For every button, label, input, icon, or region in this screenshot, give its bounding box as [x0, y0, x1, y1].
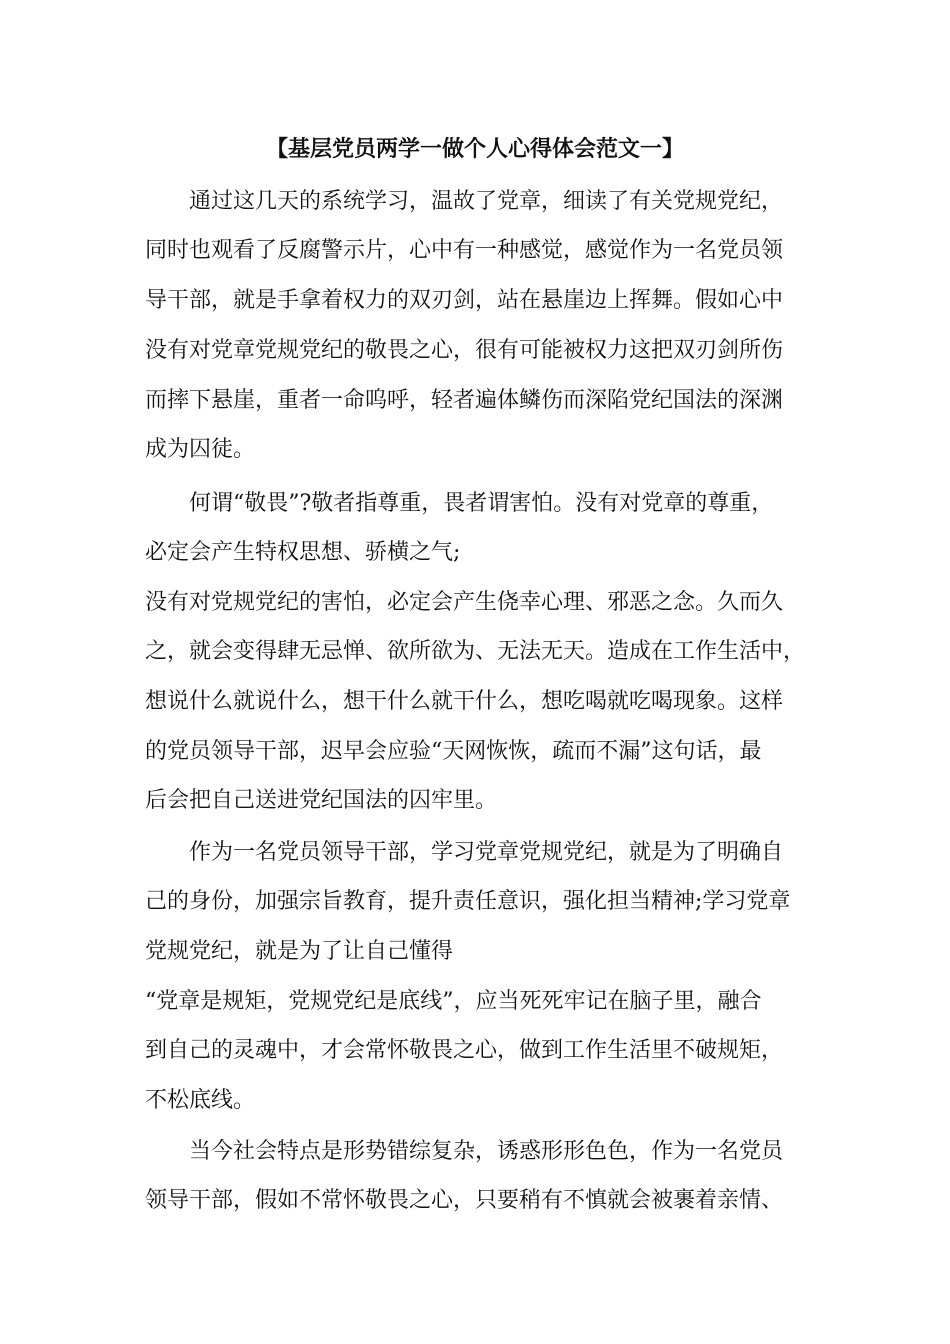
text-line-20: 当今社会特点是形势错综复杂，诱惑形形色色，作为一名党员	[189, 1139, 784, 1164]
text-line-1: 通过这几天的系统学习，温故了党章，细读了有关党规党纪，	[189, 189, 784, 214]
text-line-5: 而摔下悬崖，重者一命呜呼，轻者遍体鳞伤而深陷党纪国法的深渊	[145, 388, 784, 413]
text-line-13: 后会把自己送进党纪国法的囚牢里。	[145, 788, 498, 813]
text-line-19: 不松底线。	[145, 1088, 256, 1113]
document-title: 【基层党员两学一做个人心得体会范文一】	[265, 136, 684, 162]
text-line-12: 的党员领导干部，迟早会应验“天网恢恢，疏而不漏”这句话，最	[145, 739, 762, 764]
text-line-7: 何谓“敬畏”?敬者指尊重，畏者谓害怕。没有对党章的尊重，	[189, 491, 774, 516]
text-line-15: 己的身份，加强宗旨教育，提升责任意识，强化担当精神;学习党章	[145, 889, 791, 914]
text-line-4: 没有对党章党规党纪的敬畏之心，很有可能被权力这把双刃剑所伤	[145, 338, 784, 363]
text-line-21: 领导干部，假如不常怀敬畏之心，只要稍有不慎就会被裹着亲情、	[145, 1188, 784, 1213]
text-line-3: 导干部，就是手拿着权力的双刃剑，站在悬崖边上挥舞。假如心中	[145, 288, 784, 313]
text-line-18: 到自己的灵魂中，才会常怀敬畏之心，做到工作生活里不破规矩，	[145, 1038, 784, 1063]
text-line-8: 必定会产生特权思想、骄横之气;	[145, 540, 461, 565]
text-line-2: 同时也观看了反腐警示片，心中有一种感觉，感觉作为一名党员领	[145, 238, 784, 263]
text-line-6: 成为囚徒。	[145, 437, 256, 462]
text-line-10: 之，就会变得肆无忌惮、欲所欲为、无法无天。造成在工作生活中，	[145, 639, 806, 664]
text-line-14: 作为一名党员领导干部，学习党章党规党纪，就是为了明确自	[189, 840, 784, 865]
text-line-9: 没有对党规党纪的害怕，必定会产生侥幸心理、邪恶之念。久而久	[145, 590, 784, 615]
text-line-17: “党章是规矩，党规党纪是底线”，应当死死牢记在脑子里，融合	[145, 989, 762, 1014]
text-line-16: 党规党纪，就是为了让自己懂得	[145, 939, 454, 964]
text-line-11: 想说什么就说什么，想干什么就干什么，想吃喝就吃喝现象。这样	[145, 689, 784, 714]
